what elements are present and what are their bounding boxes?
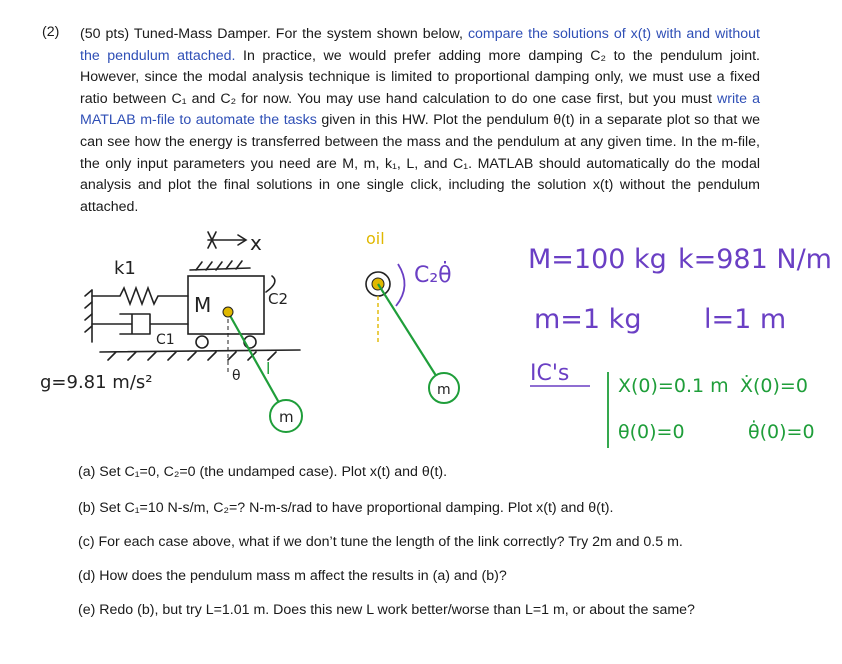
problem-text (80, 24, 760, 218)
spring-k1 (92, 288, 188, 304)
label-l: l (266, 359, 271, 378)
highlight-compare: compare the solutions of x(t) with and without the pendulum attached. (80, 26, 760, 64)
middle-labels (366, 229, 452, 398)
label-ics: IC's (530, 361, 570, 386)
label-x: x (250, 231, 262, 255)
label-m-middle: m (437, 382, 451, 398)
part-c: (c) For each case above, what if we don’t tune the length of the link correctly? Try 2m and 0.5 m. (78, 534, 683, 550)
left-labels (40, 231, 294, 426)
ic-thetadot0: θ̇(0)=0 (748, 421, 815, 443)
label-theta: θ (232, 368, 241, 384)
ic-theta0: θ(0)=0 (618, 421, 685, 443)
damper-c1 (92, 314, 188, 334)
ic-xdot0: Ẋ(0)=0 (740, 375, 808, 397)
label-oil: oil (366, 229, 385, 248)
param-M: M=100 kg (528, 244, 667, 275)
text-segment-2: In practice, we would prefer adding more damping C₂ to the pendulum joint. However, since the modal analysis technique is limited to proportional damping only, we must use a fixed ratio between C₁ and C₂ for now. You may use hand calculation to do one case first, but you must (80, 47, 760, 107)
label-M: M (194, 293, 212, 317)
param-l: l=1 m (704, 304, 787, 335)
label-c2-thetadot: C₂θ̇ (414, 263, 452, 288)
c2-arc (396, 264, 405, 306)
ic-x0: X(0)=0.1 m (618, 375, 729, 397)
problem-number: (2) (42, 24, 60, 40)
pivot-joint (223, 307, 233, 317)
highlight-matlab: write a MATLAB m-file to automate the tasks (80, 90, 760, 129)
middle-rod (378, 284, 440, 382)
label-gravity: g=9.81 m/s² (40, 372, 153, 393)
top-ground (190, 268, 250, 270)
label-c1: C1 (156, 332, 175, 348)
label-k1: k1 (114, 258, 136, 279)
part-b: (b) Set C₁=10 N-s/m, C₂=? N-m-s/rad to have proportional damping. Plot x(t) and θ(t). (78, 500, 614, 516)
part-d: (d) How does the pendulum mass m affect the results in (a) and (b)? (78, 568, 507, 584)
param-m: m=1 kg (534, 304, 642, 335)
wall-hatch (85, 290, 92, 332)
part-e: (e) Redo (b), but try L=1.01 m. Does this new L work better/worse than L=1 m, or about the same? (78, 602, 695, 618)
floor (100, 350, 300, 352)
parameters (528, 244, 832, 448)
tuned-mass-damper-figure (40, 212, 840, 462)
wheel-left (196, 336, 208, 348)
param-k: k=981 N/m (678, 244, 832, 275)
part-a: (a) Set C₁=0, C₂=0 (the undamped case). Plot x(t) and θ(t). (78, 464, 448, 480)
pendulum-rod (228, 312, 282, 408)
text-segment-1: (50 pts) Tuned-Mass Damper. For the system shown below, (80, 26, 468, 42)
label-m-left: m (279, 408, 294, 426)
label-c2: C2 (268, 290, 289, 308)
text-segment-3: given in this HW. Plot the pendulum θ(t) in a separate plot so that we can see how the energy is transferred between the mass and the pendulum at any given time. In the m-file, the only input parameters you need are M, m, k₁, L, and C₁. MATLAB should automatically do the modal analysis and plot the final solutions in one single click, including the solution x(t) without the pendulum attached. (80, 112, 760, 215)
